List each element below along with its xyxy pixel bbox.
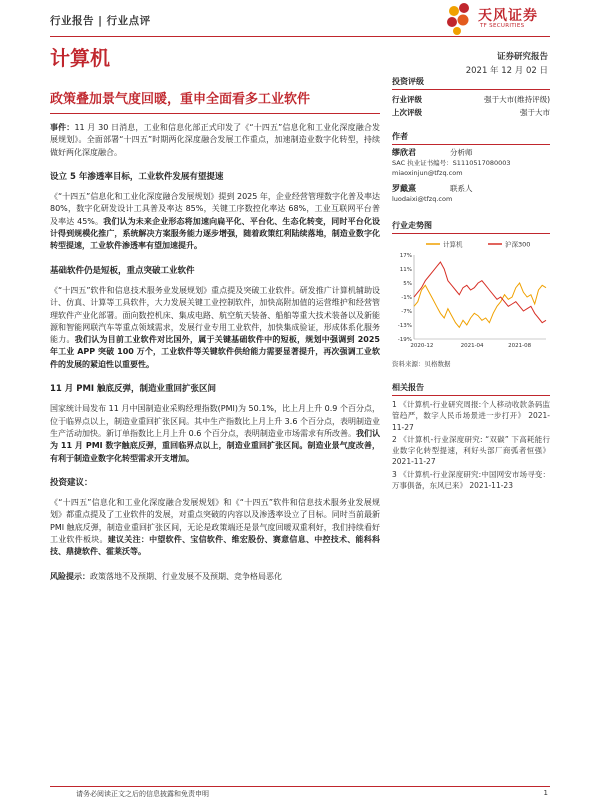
sector-title: 计算机 xyxy=(50,46,110,70)
report-kind: 证券研究报告 xyxy=(496,52,548,62)
y-tick-label: -13% xyxy=(397,323,412,329)
author-2 xyxy=(392,184,550,204)
trend-chart xyxy=(392,237,550,357)
rating-industry-label: 行业评级 xyxy=(392,95,422,104)
section3-highlight: 我们认为 11 月 PMI 数字触底反弹，重回临界点以上，制造业重回扩张区间。制造业景气度改善，有利于制造业数字化转型需求开支增加。 xyxy=(50,428,380,463)
x-tick-label: 2020-12 xyxy=(410,343,434,349)
report-date: 2021 年 12 月 02 日 xyxy=(465,66,548,76)
advice-paragraph xyxy=(50,497,380,558)
author2-role: 联系人 xyxy=(450,184,473,193)
logo-flower-icon xyxy=(444,2,480,36)
section2-paragraph xyxy=(50,285,380,371)
footer-divider xyxy=(50,786,550,787)
main-body xyxy=(50,122,380,583)
rating-industry-row xyxy=(392,93,550,106)
author-1 xyxy=(392,148,550,178)
y-tick-label: 5% xyxy=(403,281,412,287)
report-title: 政策叠加景气度回暖，重申全面看多工业软件 xyxy=(50,92,311,107)
section3-heading: 11 月 PMI 触底反弹，制造业重回扩张区间 xyxy=(50,384,217,395)
legend-label: 沪深300 xyxy=(505,240,531,249)
related-item[interactable] xyxy=(392,434,550,468)
related-heading: 相关报告 xyxy=(392,382,550,396)
section2-heading: 基础软件仍是短板，重点突破工业软件 xyxy=(50,265,195,276)
section1-paragraph xyxy=(50,191,380,252)
legend-label: 计算机 xyxy=(443,240,463,249)
related-item-text[interactable]: 2 《计算机-行业深度研究: “双碳” 下高耗能行业数字化转型提速，利好头部厂商弧者恒强》 xyxy=(392,434,550,456)
author2-email[interactable]: luodaixi@tfzq.com xyxy=(392,195,453,203)
chart-source: 资料来源：贝格数据 xyxy=(392,360,451,368)
related-list xyxy=(392,399,550,491)
author1-cert: SAC 执业证书编号：S1110517080003 xyxy=(392,159,511,167)
trend-chart-svg xyxy=(392,237,550,357)
author2-name: 罗戴熹 xyxy=(392,184,416,193)
y-tick-label: -7% xyxy=(401,309,412,315)
title-divider xyxy=(50,113,380,114)
y-tick-label: -19% xyxy=(397,337,412,343)
rating-prev-label: 上次评级 xyxy=(392,108,422,117)
x-tick-label: 2021-08 xyxy=(508,343,532,349)
section2-text: 《“十四五”软件和信息技术服务业发展规划》重点提及突破工业软件。研发推广计算机辅助设计、仿真、计算等工具软件，大力发展关键工业控制软件，加快高附加值的运营维护和经营管理软件产业化部署。面向数控机床、集成电路、航空航天装备、船舶等重大技术装备以及新能源和智能网联汽车等重点领域需求，发展行业专用工业软件，加快集成验证，形成体系化服务能力。 xyxy=(50,285,380,345)
event-paragraph xyxy=(50,122,380,159)
related-item-date: 2021-11-27 xyxy=(392,411,551,432)
event-text: 11 月 30 日消息，工业和信息化部正式印发了《“十四五”信息化和工业化深度融合发展规划》。全面部署“十四五”时期两化深度融合发展工作重点，加速制造业数字化转型，持续做好两化深度融合。 xyxy=(50,123,381,157)
section1-heading: 设立 5 年渗透率目标，工业软件发展有望提速 xyxy=(50,171,224,182)
advice-highlight: 建议关注：中望软件、宝信软件、维宏股份、赛意信息、中控技术、能科科技、鼎捷软件、霍莱沃等。 xyxy=(50,535,380,557)
related-item-date: 2021-11-23 xyxy=(469,481,513,491)
series-line xyxy=(414,262,546,323)
author1-name: 缪欣君 xyxy=(392,148,416,157)
report-type: 行业报告 | 行业点评 xyxy=(50,15,151,27)
y-tick-label: 11% xyxy=(399,267,412,273)
rating-prev-row xyxy=(392,106,550,119)
section3-text: 国家统计局发布 11 月中国制造业采购经理指数(PMI)为 50.1%，比上月上升 0.9 个百分点，位于临界点以上，制造业重回扩张区间。其中生产指数比上月上升 3.6 个百分点，表明制造业生产活动加快。新订单指数比上月上升 0.6 个百分点，表明制造业市场需求有所改善。 xyxy=(50,404,380,438)
y-tick-label: -1% xyxy=(401,295,412,301)
section1-highlight: 我们认为未来企业形态将加速向扁平化、平台化、生态化转变，同时平台化设计得到规模化推广，系统解决方案服务能力逐步增强，随着政策红利陆续落地，制造业数字化转型提速，工业软件渗透率有望加速提升。 xyxy=(50,216,380,251)
section1-text: 《“十四五”信息化和工业化深度融合发展规划》提到 2025 年，企业经营管理数字化普及率达 80%，数字化研发设计工具普及率达 85%，关键工序数控化率达 68%，工业互联网平台普及率达 45%。 xyxy=(50,192,380,226)
related-item-date: 2021-11-27 xyxy=(392,457,436,467)
logo-text: 天风证券 xyxy=(478,8,538,24)
x-tick-label: 2021-04 xyxy=(460,343,484,349)
rating-prev-value: 强于大市 xyxy=(520,108,550,117)
advice-text: 《“十四五”信息化和工业化深度融合发展规划》和《“十四五”软件和信息技术服务业发展规划》都重点提及了工业软件的发展，对重点突破的内容以及渗透率设立了目标。同时当前最新 PMI 触底反弹，制造业重回扩张区间，无论是政策端还是景气度回暖双重利好，我们持续看好工业软件板块。 xyxy=(50,498,380,545)
authors-heading: 作者 xyxy=(392,131,550,145)
section3-paragraph xyxy=(50,403,380,464)
logo-subtext: TF SECURITIES xyxy=(480,23,525,29)
related-item[interactable] xyxy=(392,399,550,433)
y-tick-label: 17% xyxy=(399,253,412,259)
advice-heading: 投资建议： xyxy=(50,477,93,488)
author1-role: 分析师 xyxy=(450,148,473,157)
related-item[interactable] xyxy=(392,469,550,492)
risk-text: 政策落地不及预期、行业发展不及预期、竞争格局恶化 xyxy=(90,571,282,581)
author1-email[interactable]: miaoxinjun@tfzq.com xyxy=(392,169,463,177)
logo xyxy=(444,2,554,36)
section2-highlight: 我们认为目前工业软件对比国外，属于关键基础软件中的短板，规划中强调到 2025 年工业 APP 突破 100 万个，工业软件等关键软件供给能力需要显著提升，再次强调工业软件的发展的紧迫性以重要性。 xyxy=(50,335,380,369)
footer-disclaimer: 请务必阅读正文之后的信息披露和免责申明 xyxy=(76,790,209,798)
rating-industry-value: 强于大市(维持评级) xyxy=(484,95,550,104)
rating-heading: 投资评级 xyxy=(392,76,550,90)
page-number: 1 xyxy=(543,789,548,797)
risk-label: 风险提示： xyxy=(50,571,90,581)
header-divider xyxy=(50,36,550,37)
risk-paragraph xyxy=(50,571,380,583)
related-item-text[interactable]: 1 《计算机-行业研究周报:个人移动收款条码监管趋严，数字人民币场景进一步打开》 xyxy=(392,400,550,421)
related-item-text[interactable]: 3 《计算机-行业深度研究:中国网安市场寻变：万事俱备，东风已来》 xyxy=(392,469,550,491)
series-line xyxy=(414,283,546,327)
sidebar xyxy=(392,76,550,492)
event-label: 事件： xyxy=(50,123,75,132)
trend-heading: 行业走势图 xyxy=(392,220,550,234)
